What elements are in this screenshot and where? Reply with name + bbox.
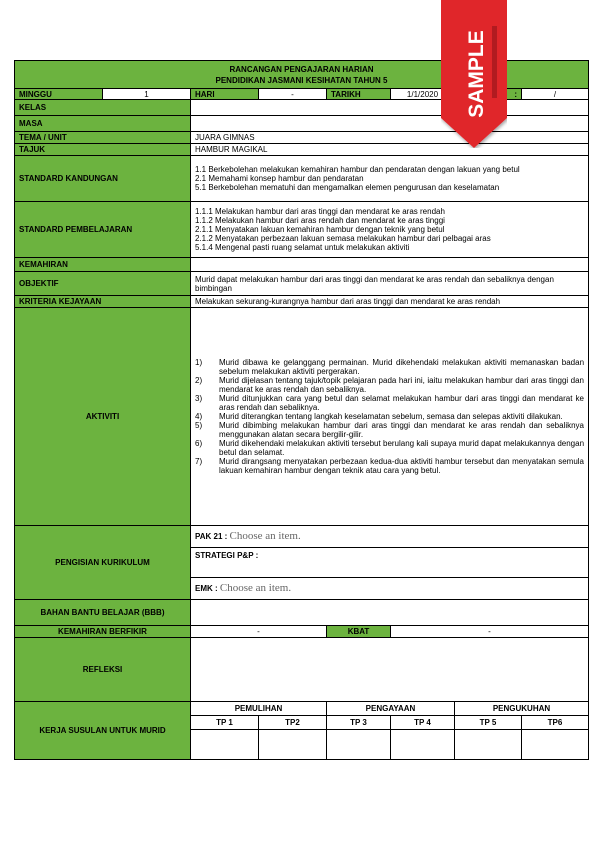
kemahiran-berfikir-value[interactable]: - — [191, 626, 327, 638]
lesson-plan-table — [14, 60, 589, 760]
sample-stamp-text: SAMPLE — [465, 30, 488, 118]
form-title-line1: RANCANGAN PENGAJARAN HARIAN — [229, 64, 374, 74]
standard-kandungan-label: STANDARD KANDUNGAN — [15, 156, 191, 202]
tarikh-label: TARIKH — [327, 89, 391, 100]
kemahiran-label: KEMAHIRAN — [15, 258, 191, 272]
hari-value[interactable]: - — [259, 89, 327, 100]
sk-line: 1.1 Berkebolehan melakukan kemahiran hambur dan pendaratan dengan lakuan yang betul — [195, 165, 520, 174]
masa-colon: : — [514, 89, 517, 99]
emk-label: EMK : — [195, 584, 218, 593]
hari-label: HARI — [191, 89, 259, 100]
tp4-cell[interactable] — [391, 730, 455, 760]
emk-field[interactable] — [191, 578, 589, 600]
bbb-label: BAHAN BANTU BELAJAR (BBB) — [15, 600, 191, 626]
aktiviti-item: 5) Murid dibimbing melakukan hambur dari aras tinggi dan mendarat ke aras rendah dan sebaliknya menggunakan alatan secara bergilir-gilir. — [195, 421, 585, 439]
kriteria-kejayaan-label: KRITERIA KEJAYAAN — [15, 296, 191, 308]
aktiviti-item: 4) Murid diterangkan tentang langkah keselamatan sebelum, semasa dan selepas aktiviti dilakukan. — [195, 412, 563, 421]
strategi-field[interactable] — [191, 548, 589, 578]
tp6-cell[interactable] — [522, 730, 589, 760]
kbat-value[interactable]: - — [391, 626, 589, 638]
tp5-cell[interactable] — [455, 730, 522, 760]
aktiviti-item: 7) Murid dirangsang menyatakan perbezaan kedua-dua aktiviti hambur tersebut dan menyatakan semula lakuan kemahiran hambur dengan teknik atau cara yang betul. — [195, 457, 585, 475]
sp-line: 2.1.1 Menyatakan lakuan kemahiran hambur dengan teknik yang betul — [195, 225, 445, 234]
kemahiran-berfikir-label: KEMAHIRAN BERFIKIR — [15, 626, 191, 638]
aktiviti-label: AKTIVITI — [15, 308, 191, 526]
strategi-label: STRATEGI P&P : — [195, 551, 259, 560]
masa-label: MASA — [15, 116, 191, 132]
tp6-header: TP6 — [522, 716, 589, 730]
aktiviti-item: 3) Murid ditunjukkan cara yang betul dan selamat melakukan hambur dari aras tinggi dan mendarat ke aras rendah dan sebaliknya. — [195, 394, 585, 412]
kelas-value[interactable] — [191, 100, 589, 116]
sp-line: 2.1.2 Menyatakan perbezaan lakuan semasa melakukan hambur dari pelbagai aras — [195, 234, 491, 243]
pemulihan-header: PEMULIHAN — [191, 702, 327, 716]
form-title-line2: PENDIDIKAN JASMANI KESIHATAN TAHUN 5 — [215, 75, 388, 85]
tajuk-label: TAJUK — [15, 144, 191, 156]
pengukuhan-header: PENGUKUHAN — [455, 702, 589, 716]
sp-line: 1.1.2 Melakukan hambur dari aras rendah dan mendarat ke aras tinggi — [195, 216, 445, 225]
sp-line: 1.1.1 Melakukan hambur dari aras tinggi dan mendarat ke aras rendah — [195, 207, 445, 216]
tp5-header: TP 5 — [455, 716, 522, 730]
masa-header-value[interactable]: / — [522, 89, 589, 100]
refleksi-value[interactable] — [191, 638, 589, 702]
tp4-header: TP 4 — [391, 716, 455, 730]
sk-line: 5.1 Berkebolehan mematuhi dan mengamalkan elemen pengurusan dan keselamatan — [195, 183, 500, 192]
tp3-cell[interactable] — [327, 730, 391, 760]
tarikh-value[interactable]: 1/1/2020 — [391, 89, 455, 100]
bbb-value[interactable] — [191, 600, 589, 626]
aktiviti-item: 6) Murid dikehendaki melakukan aktiviti tersebut berulang kali supaya murid dapat melakukannya dengan betul dan selamat. — [195, 439, 585, 457]
kerja-susulan-label: KERJA SUSULAN UNTUK MURID — [15, 702, 191, 760]
objektif-value[interactable]: Murid dapat melakukan hambur dari aras tinggi dan mendarat ke aras rendah dan sebaliknya dengan bimbingan — [191, 272, 589, 296]
aktiviti-item: 1) Murid dibawa ke gelanggang permainan. Murid dikehendaki melakukan aktiviti memanaskan badan sebelum melakukan aktiviti pergerakan. — [195, 358, 585, 376]
aktiviti-list — [195, 358, 584, 475]
standard-kandungan-value[interactable] — [191, 156, 589, 202]
aktiviti-value[interactable] — [191, 308, 589, 526]
sk-line: 2.1 Memahami konsep hambur dan pendaratan — [195, 174, 364, 183]
ribbon-stripe — [492, 26, 497, 98]
kemahiran-value[interactable] — [191, 258, 589, 272]
pak21-dropdown[interactable]: Choose an item. — [229, 530, 301, 542]
standard-pembelajaran-label: STANDARD PEMBELAJARAN — [15, 202, 191, 258]
tema-label: TEMA / UNIT — [15, 132, 191, 144]
minggu-value[interactable]: 1 — [103, 89, 191, 100]
sp-line: 5.1.4 Mengenal pasti ruang selamat untuk melakukan aktiviti — [195, 243, 410, 252]
kelas-label: KELAS — [15, 100, 191, 116]
aktiviti-item: 2) Murid dijelasan tentang tajuk/topik pelajaran pada hari ini, iaitu melakukan hambur dari aras tinggi dan mendarat ke aras rendah dan sebaliknya. — [195, 376, 585, 394]
tp1-cell[interactable] — [191, 730, 259, 760]
objektif-label: OBJEKTIF — [15, 272, 191, 296]
standard-pembelajaran-value[interactable] — [191, 202, 589, 258]
pengayaan-header: PENGAYAAN — [327, 702, 455, 716]
emk-dropdown[interactable]: Choose an item. — [219, 582, 292, 594]
tp2-cell[interactable] — [259, 730, 327, 760]
kbat-label: KBAT — [327, 626, 391, 638]
refleksi-label: REFLEKSI — [15, 638, 191, 702]
pengisian-kurikulum-label: PENGISIAN KURIKULUM — [15, 526, 191, 600]
tp3-header: TP 3 — [327, 716, 391, 730]
pak21-label: PAK 21 : — [195, 532, 228, 541]
tajuk-value[interactable]: HAMBUR MAGIKAL — [191, 144, 589, 156]
tp2-header: TP2 — [259, 716, 327, 730]
kriteria-kejayaan-value[interactable]: Melakukan sekurang-kurangnya hambur dari aras tinggi dan mendarat ke aras rendah — [191, 296, 589, 308]
masa-value[interactable] — [191, 116, 589, 132]
minggu-label: MINGGU — [15, 89, 103, 100]
tp1-header: TP 1 — [191, 716, 259, 730]
lesson-plan-form — [14, 60, 588, 760]
pak21-field[interactable] — [191, 526, 589, 548]
tema-value[interactable]: JUARA GIMNAS — [191, 132, 589, 144]
sample-stamp — [441, 0, 507, 148]
